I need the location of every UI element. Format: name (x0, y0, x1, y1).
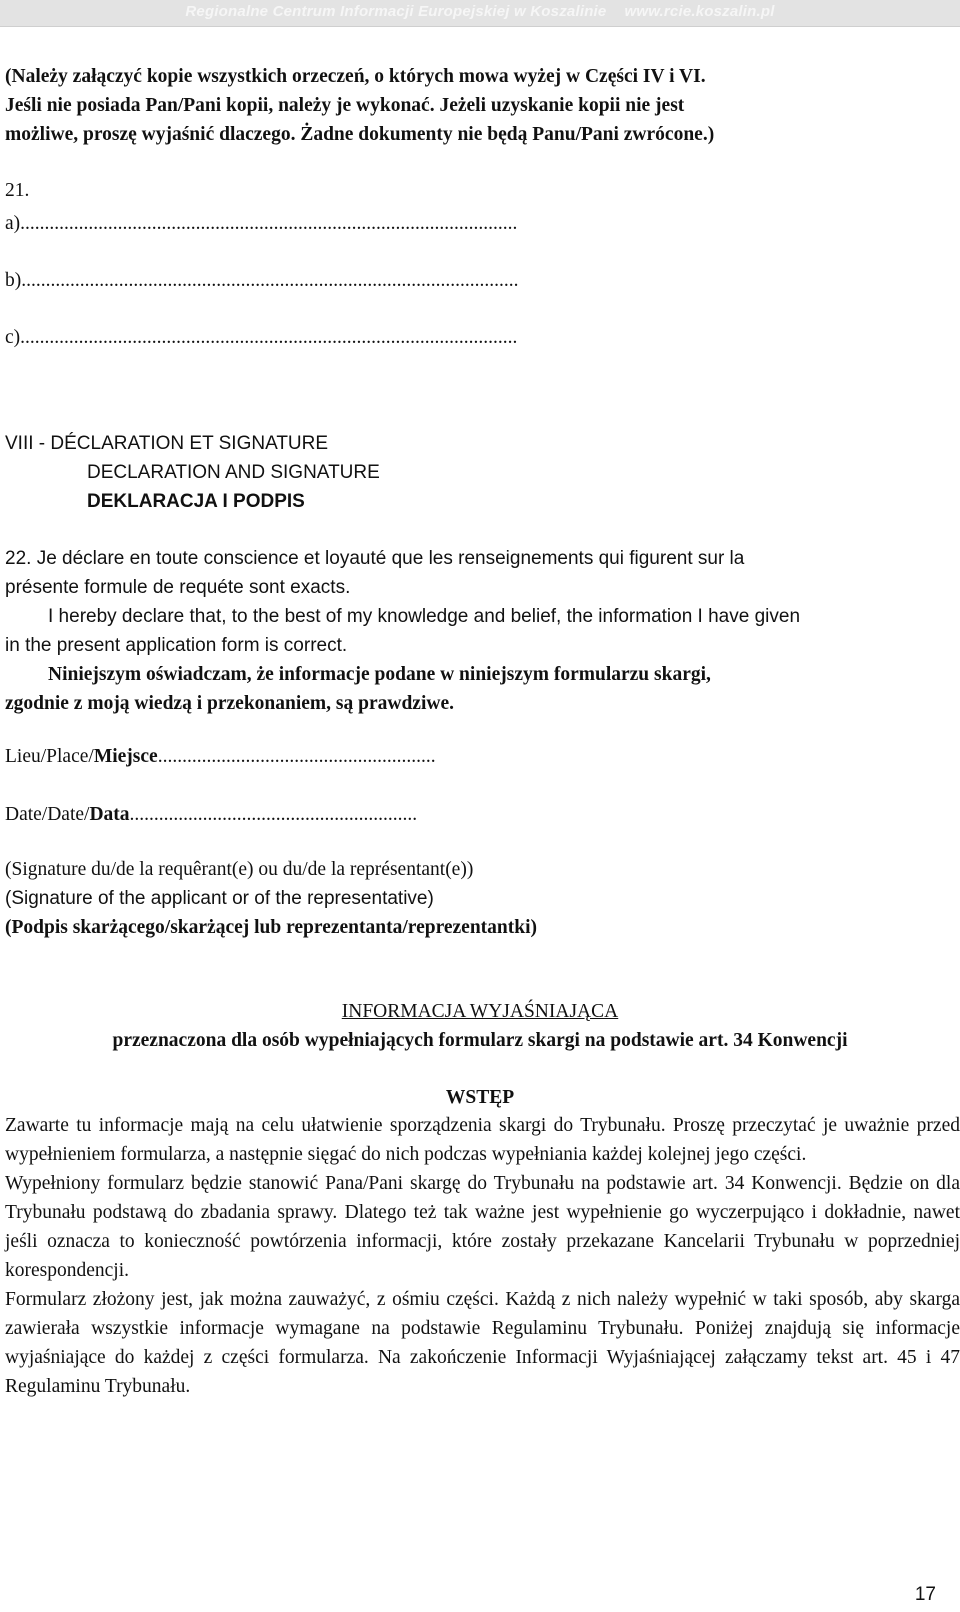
declaration-en: I hereby declare that, to the best of my knowledge and belief, the information I have given (48, 606, 801, 627)
note-line: możliwe, proszę wyjaśnić dlaczego. Żadne dokumenty nie będą Panu/Pani zwrócone.) (5, 124, 715, 145)
note-line: Jeśli nie posiada Pan/Pani kopii, należy je wykonać. Jeżeli uzyskanie kopii nie jest (5, 95, 685, 116)
intro-paragraph: Wypełniony formularz będzie stanowić Pana/Pani skargę do Trybunału na podstawie art. 34 Konwencji. Będzie on dla Trybunału podstawą do zbadania sprawy. Dlatego też tak ważne jest wypełnienie go wyczerpująco i dokładnie, nawet jeśli oznacza to konieczność powtórzenia informacji, które zostały przekazane Kancelarii Trybunału w poprzedniej korespondencji. (5, 1173, 960, 1281)
item-21-b: b)...................................................................................................... (5, 270, 519, 291)
item-22-declaration (5, 544, 960, 718)
intro-paragraph: Formularz złożony jest, jak można zauważyć, z ośmiu części. Każdą z nich należy wypełnić w taki sposób, aby skarga zawierała wszystkie informacje wymagane na podstawie Regulaminu Trybunału. Poniżej znajdują się informacje wyjaśniające do każdej z części formularza. Na zakończenie Informacji Wyjaśniającej załączamy tekst art. 45 i 47 Regulaminu Trybunału. (5, 1289, 960, 1397)
date-field[interactable] (5, 800, 960, 829)
date-label-pl: Data (89, 804, 130, 825)
item-21 (5, 176, 960, 352)
info-subtitle: przeznaczona dla osób wypełniających formularz skargi na podstawie art. 34 Konwencji (112, 1030, 848, 1051)
date-label: Date/Date/ (5, 804, 90, 825)
place-field[interactable] (5, 742, 960, 771)
signature-block (5, 855, 960, 942)
place-label: Lieu/Place/ (5, 746, 94, 767)
section-8-heading (5, 429, 960, 516)
info-title: INFORMACJA WYJAŚNIAJĄCA (341, 1001, 619, 1022)
item-21-a: a)...................................................................................................... (5, 213, 518, 234)
section-8-en: DECLARATION AND SIGNATURE (87, 462, 380, 483)
date-dots: ........................................................... (129, 804, 418, 825)
page-number: 17 (914, 1584, 936, 1605)
note-line: (Należy załączyć kopie wszystkich orzeczeń, o których mowa wyżej w Części IV i VI. (5, 66, 706, 87)
section-8-fr: VIII - DÉCLARATION ET SIGNATURE (5, 433, 329, 454)
attachment-note (5, 62, 960, 149)
declaration-fr: 22. Je déclare en toute conscience et loyauté que les renseignements qui figurent sur la (5, 548, 745, 569)
intro-text (5, 1111, 960, 1401)
place-dots: ......................................................... (157, 746, 436, 767)
signature-en: (Signature of the applicant or of the representative) (5, 888, 434, 909)
signature-pl: (Podpis skarżącego/skarżącej lub reprezentanta/reprezentantki) (5, 917, 538, 938)
info-heading (0, 997, 960, 1055)
signature-fr: (Signature du/de la requêrant(e) ou du/de la représentant(e)) (5, 859, 474, 880)
page-header (0, 0, 960, 27)
declaration-pl: Niniejszym oświadczam, że informacje podane w niniejszym formularzu skargi, (48, 664, 711, 685)
declaration-fr: présente formule de requéte sont exacts. (5, 577, 351, 598)
declaration-pl: zgodnie z moją wiedzą i przekonaniem, są prawdziwe. (5, 693, 454, 714)
item-21-c: c)...................................................................................................... (5, 327, 518, 348)
place-label-pl: Miejsce (93, 746, 158, 767)
declaration-en: in the present application form is correct. (5, 635, 348, 656)
intro-paragraph: Zawarte tu informacje mają na celu ułatwienie sporządzenia skargi do Trybunału. Proszę przeczytać je uważnie przed wypełnieniem formularza, a następnie sięgać do nich podczas wypełniania każdej kolejnej jego części. (5, 1115, 960, 1165)
header-org: Regionalne Centrum Informacji Europejskiej w Koszalinie (185, 3, 607, 20)
item-21-number: 21. (5, 180, 30, 201)
section-8-pl: DEKLARACJA I PODPIS (87, 491, 305, 512)
header-url: www.rcie.koszalin.pl (624, 3, 775, 20)
intro-heading: WSTĘP (445, 1087, 515, 1108)
